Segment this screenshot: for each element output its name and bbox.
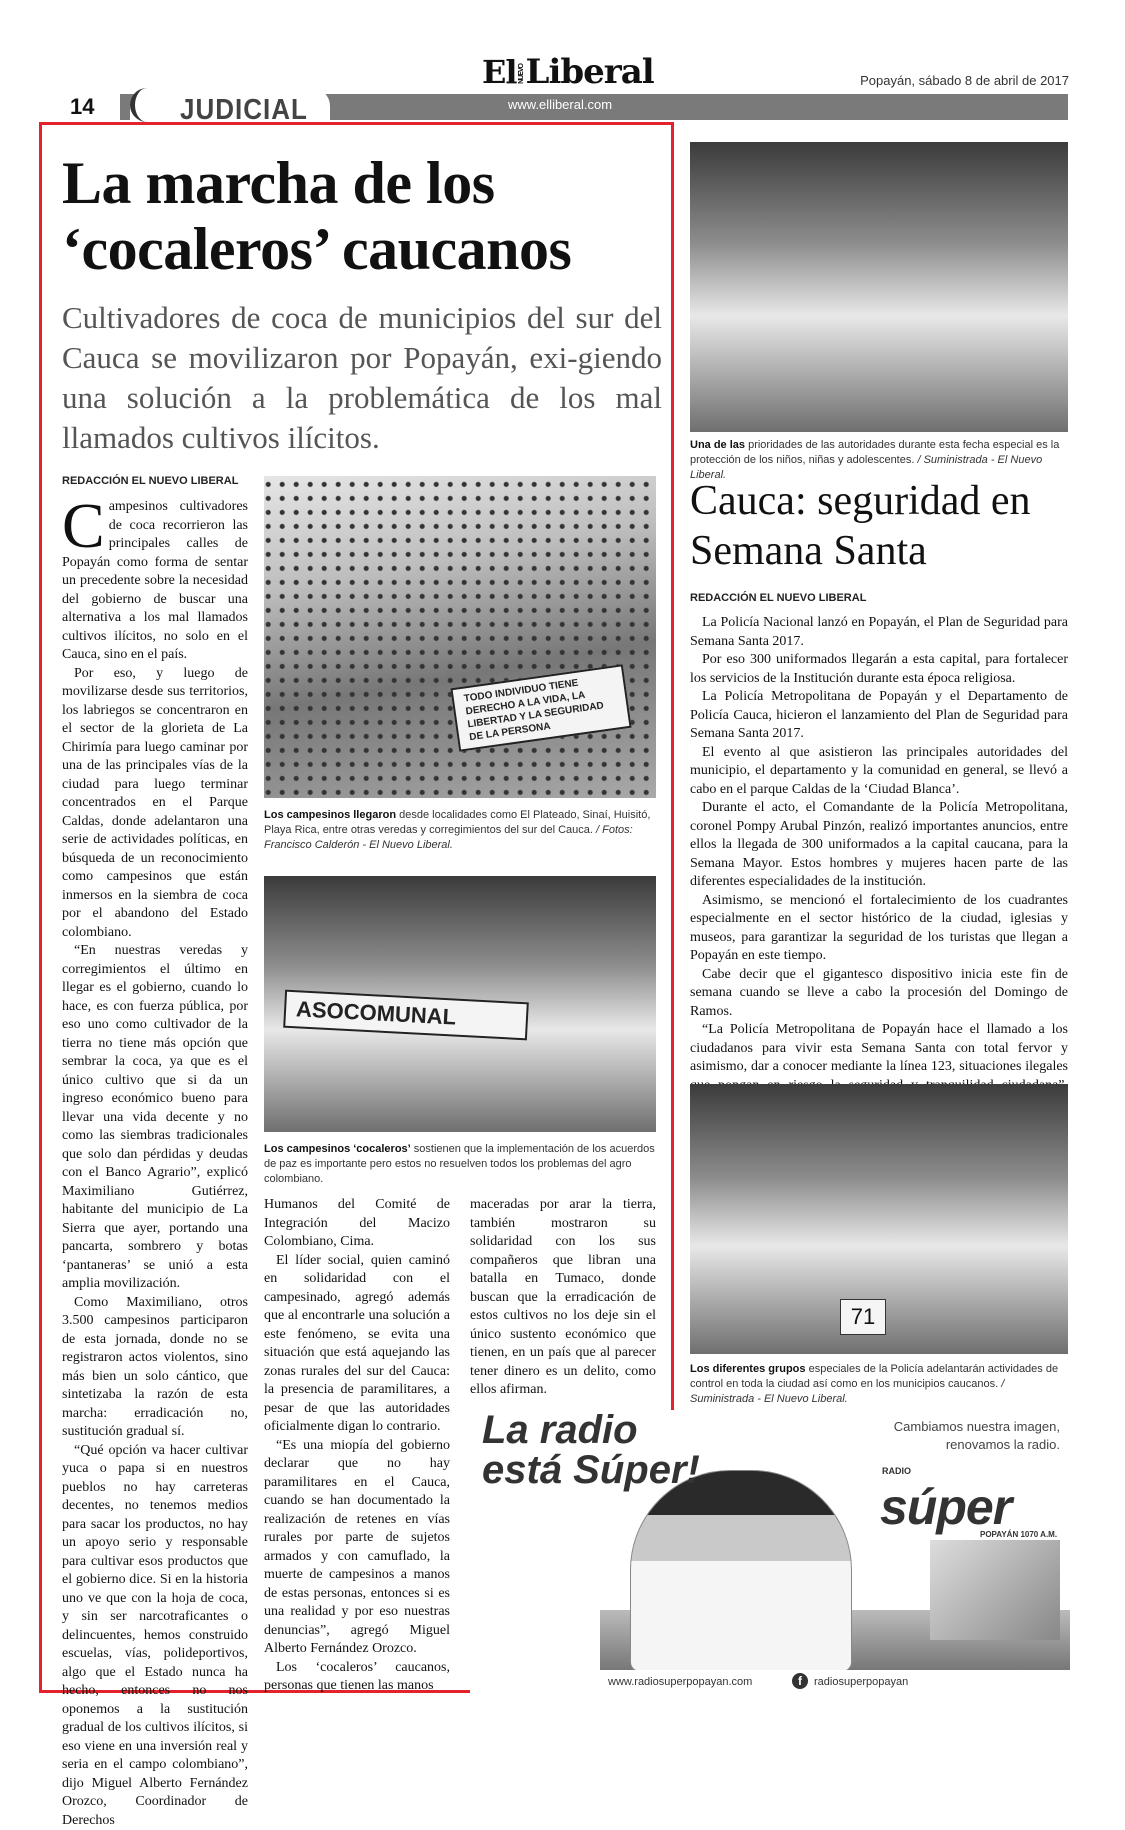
article-column-1 <box>62 498 248 1678</box>
dateline: Popayán, sábado 8 de abril de 2017 <box>860 73 1069 88</box>
paragraph: Por eso 300 uniformados llegarán a esta capital, para fortalecer los servicios de la Institución durante esta época religiosa. <box>690 651 1068 688</box>
side-article-byline: REDACCIÓN EL NUEVO LIBERAL <box>690 592 866 604</box>
ad-laptop-graphic <box>930 1540 1060 1640</box>
photo-caption-2 <box>264 1142 656 1187</box>
ad-slogan-line-2: renovamos la radio. <box>860 1436 1060 1454</box>
paragraph: Los ‘cocaleros’ caucanos, personas que tienen las manos <box>264 1659 450 1696</box>
caption-text: sostienen que la implementación de los acuerdos de paz es importante pero estos no resuelven todos los problemas del agro colombiano. <box>264 1143 655 1185</box>
ad-frequency: POPAYÁN 1070 A.M. <box>980 1530 1057 1539</box>
newspaper-logo <box>482 52 654 92</box>
paragraph: “En nuestras veredas y corregimientos el último en llegar es el gobierno, cuando lo hace, es con fuerza pública, por eso uno como cultivador de la tierra no tiene más opción que sembrar la coca, ya que es el único cultivo que si da un ingreso económico bueno para llevar una vida decente y no como las siembras tradicionales que solo dan pérdidas y deudas con el Banco Agrario”, explicó Maximiliano Gutiérrez, habitante del municipio de La Sierra que ayer, portando una pancarta, sombrero y botas ‘pantaneras’ se unió a esta amplia movilización. <box>62 942 248 1294</box>
caption-text: especiales de la Policía adelantarán actividades de control en toda la ciudad así como en los municipios caucanos. <box>690 1363 1058 1390</box>
caption-text: prioridades de las autoridades durante esta fecha especial es la protección de los niños, niñas y adolescentes. <box>690 439 1059 466</box>
paragraph: Humanos del Comité de Integración del Macizo Colombiano, Cima. <box>264 1196 450 1252</box>
caption-lead: Los campesinos llegaron <box>264 809 396 821</box>
ad-social-handle[interactable]: radiosuperpopayan <box>814 1676 908 1688</box>
drop-cap: C <box>62 500 105 552</box>
paragraph: La Policía Metropolitana de Popayán y el Departamento de Policía Cauca, hicieron el lanzamiento del Plan de Seguridad para Semana Santa 2017. <box>690 688 1068 744</box>
website-url: www.elliberal.com <box>508 97 612 112</box>
article-column-2 <box>264 1196 450 1676</box>
caption-credit: / Fotos: Francisco Calderón - El Nuevo Liberal. <box>264 824 633 851</box>
paragraph: maceradas por arar la tierra, también mostraron su solidaridad con los sus compañeros que libran una batalla en Tumaco, donde buscan que la erradicación de estos cultivos no los deje sin el único sustento económico que tienen, en un país que al parecer tener dinero es un delito, como ellos afirman. <box>470 1196 656 1400</box>
paragraph: Por eso, y luego de movilizarse desde sus territorios, los labriegos se concentraron en el sector de la glorieta de La Chirimía para luego caminar por una de las principales vías de la ciudad para luego terminar concentrados en el Parque Caldas, donde adelantaron una serie de actividades políticas, en búsqueda de un reconocimiento como campesinos que están inmersos en la siembra de coca por el abandono del Estado colombiano. <box>62 665 248 943</box>
side-photo-caption-2 <box>690 1362 1068 1407</box>
section-name: JUDICIAL <box>180 92 308 126</box>
ad-headline-line-2: está Súper! <box>482 1450 700 1490</box>
asocomunal-march-photo <box>264 876 656 1132</box>
paragraph: “La Policía Metropolitana de Popayán hace el llamado a los ciudadanos para vivir esta Semana Santa con total fervor y asimismo, dar a conocer mediante la línea 123, situaciones ilegales <box>690 1021 1068 1132</box>
paragraph: Cabe decir que el gigantesco dispositivo inicia este fin de semana cuando se lleve a cabo la procesión del Domingo de Ramos. <box>690 966 1068 1022</box>
side-article-headline: Cauca: seguridad en Semana Santa <box>690 476 1070 576</box>
photo-number-sign: 71 <box>840 1299 886 1335</box>
facebook-icon: f <box>792 1673 808 1689</box>
police-children-photo <box>690 142 1068 432</box>
ad-announcer-illustration <box>630 1470 852 1672</box>
ad-slogan-line-1: Cambiamos nuestra imagen, <box>860 1418 1060 1436</box>
caption-lead: Una de las <box>690 439 745 451</box>
paragraph: “Qué opción va hacer cultivar yuca o papa si en nuestros pueblos no hay carreteras decentes, no tenemos medios para sacar los productos, no hay un apoyo serio y responsable para cultivar esos productos que el gobierno dice. Si en la historia uno ve que con la hoja de coca, y sin ser narcotraficantes o delincuentes, hemos construido escuelas, vías, polideportivos, algo que el Estado nunca ha hecho, entonces no nos oponemos a la sustitución gradual de los cultivos ilícitos, si eso viene en una inversión real y seria en el campo colombiano”, dijo Miguel Alberto Fernández Orozco, Coordinador de Derechos <box>62 1442 248 1830</box>
article-headline: La marcha de los ‘cocaleros’ caucanos <box>62 150 662 282</box>
side-article-body <box>690 614 1068 1076</box>
ad-footer <box>520 1670 1070 1696</box>
ad-slogan <box>860 1418 1060 1454</box>
photo-asocomunal-banner: ASOCOMUNAL <box>283 990 529 1041</box>
logo-el: El <box>482 53 517 91</box>
paragraph: El evento al que asistieron las principales autoridades del municipio, el departamento y la comunidad en general, se llevó a cabo en el parque Caldas de la ‘Ciudad Blanca’. <box>690 744 1068 800</box>
caption-credit: / Suministrada - El Nuevo Liberal. <box>690 454 1042 481</box>
ad-headline <box>482 1410 700 1490</box>
article-subheadline: Cultivadores de coca de municipios del sur del Cauca se movilizaron por Popayán, exi-giendo una solución a la problemática de los mal llamados cultivos ilícitos. <box>62 298 662 458</box>
ad-website[interactable]: www.radiosuperpopayan.com <box>608 1676 752 1688</box>
section-curve-decoration <box>130 88 163 122</box>
march-crowd-photo <box>264 476 656 798</box>
caption-lead: Los campesinos ‘cocaleros’ <box>264 1143 411 1155</box>
paragraph: ampesinos cultivadores de coca recorrieron las principales calles de Popayán como forma de sentar un precedente sobre la necesidad del gobierno de buscar una alternativa a los mal llamados cultivos ilícitos, no solo en el Cauca, sino en el país. <box>62 498 248 665</box>
caption-credit: / Suministrada - El Nuevo Liberal. <box>690 1378 1004 1405</box>
paragraph: Asimismo, se mencionó el fortalecimiento de los cuadrantes especialmente en el sector histórico de la ciudad, iglesias y museos, para garantizar la seguridad de los turistas que llegan a Popayán en este tiempo. <box>690 892 1068 966</box>
caption-text: desde localidades como El Plateado, Sinaí, Huisitó, Playa Rica, entre otras veredas y corregimientos del sur del Cauca. <box>264 809 650 836</box>
article-byline: REDACCIÓN EL NUEVO LIBERAL <box>62 475 238 487</box>
paragraph: “Es una miopía del gobierno declarar que no hay paramilitares en el Cauca, cuando se han documentado la realización de retenes en vías rurales por parte de sujetos armados y con camuflado, la muerte de campesinos a manos de estas personas, entonces si es una realidad y por eso nuestras denuncias”, agregó Miguel Alberto Fernández Orozco. <box>264 1437 450 1659</box>
logo-nuevo: NUEVO <box>518 64 525 84</box>
photo-caption-1 <box>264 808 656 853</box>
paragraph: El líder social, quien caminó en solidaridad con el campesinado, agregó además que al encontrarle una solución a este fenómeno, se evita una situación que está aquejando las zonas rurales del sur del Cauca: la presencia de paramilitares, a pesar de que las autoridades oficialmente digan lo contrario. <box>264 1252 450 1437</box>
ad-radio-label: RADIO <box>882 1466 911 1476</box>
paragraph: La Policía Nacional lanzó en Popayán, el Plan de Seguridad para Semana Santa 2017. <box>690 614 1068 651</box>
photo-protest-banner: TODO INDIVIDUO TIENE DERECHO A LA VIDA, LA LIBERTAD Y LA SEGURIDAD DE LA PERSONA <box>450 664 631 752</box>
ad-headline-line-1: La radio <box>482 1410 700 1450</box>
article-column-3 <box>470 1196 656 1396</box>
paragraph: Como Maximiliano, otros 3.500 campesinos participaron de esta jornada, donde no se registraron actos violentos, sino más bien un solo cántico, que sintetizaba la razón de esta marcha: erradicación no, sustitución gradual sí. <box>62 1294 248 1442</box>
logo-liberal: Liberal <box>526 52 654 92</box>
caption-lead: Los diferentes grupos <box>690 1363 806 1375</box>
paragraph: Durante el acto, el Comandante de la Policía Metropolitana, coronel Pompy Arubal Pinzón, realizó importantes anuncios, entre ellos la llegada de 300 uniformados a la capital caucana, para la Semana Mayor. Estos hombres y mujeres hacen parte de las diferentes especialidades de la institución. <box>690 799 1068 892</box>
page-number: 14 <box>60 94 120 120</box>
police-group-photo <box>690 1084 1068 1354</box>
ad-brand-logo: súper <box>880 1478 1011 1536</box>
